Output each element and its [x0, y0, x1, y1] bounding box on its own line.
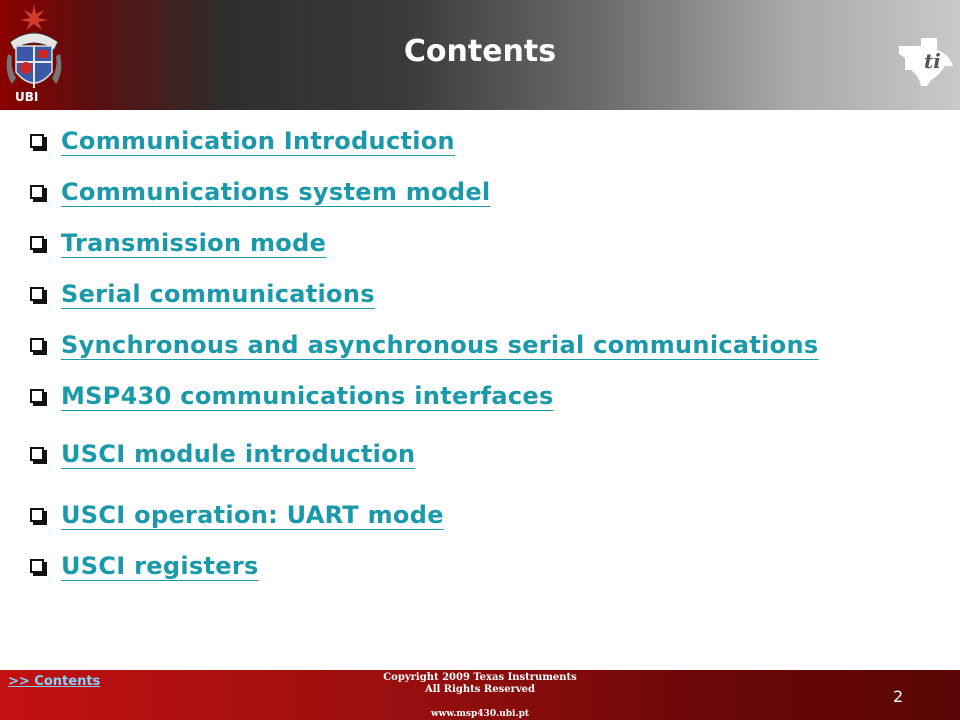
ubi-label: UBI	[15, 90, 39, 104]
contents-nav-link[interactable]: >> Contents	[8, 674, 101, 689]
contents-link-usci-uart-mode[interactable]: USCI operation: UART mode	[61, 501, 444, 529]
copyright-line-2: All Rights Reserved	[424, 684, 536, 695]
contents-link-usci-introduction[interactable]: USCI module introduction	[61, 440, 416, 468]
site-url: www.msp430.ubi.pt	[430, 709, 530, 719]
list-item	[30, 226, 326, 260]
checkbox-bullet-icon	[30, 559, 44, 573]
contents-link-serial-communications[interactable]: Serial communications	[61, 280, 375, 308]
contents-link-usci-registers[interactable]: USCI registers	[61, 552, 259, 580]
list-item	[30, 379, 554, 413]
page-number: 2	[893, 687, 904, 706]
texas-instruments-icon	[897, 36, 955, 88]
checkbox-bullet-icon	[30, 389, 44, 403]
contents-link-communications-system-model[interactable]: Communications system model	[61, 178, 491, 206]
contents-link-msp430-interfaces[interactable]: MSP430 communications interfaces	[61, 382, 554, 410]
slide-footer	[0, 670, 960, 720]
contents-link-sync-async-serial[interactable]: Synchronous and asynchronous serial communications	[61, 331, 819, 359]
page-title: Contents	[403, 34, 557, 69]
copyright-line-1: Copyright 2009 Texas Instruments	[383, 672, 577, 683]
list-item	[30, 175, 490, 209]
checkbox-bullet-icon	[30, 447, 44, 461]
list-item	[30, 124, 455, 158]
slide-header	[0, 0, 960, 110]
list-item	[30, 498, 444, 532]
list-item	[30, 437, 415, 471]
checkbox-bullet-icon	[30, 287, 44, 301]
svg-text:ti: ti	[924, 49, 941, 73]
contents-link-transmission-mode[interactable]: Transmission mode	[61, 229, 327, 257]
list-item	[30, 328, 818, 362]
list-item	[30, 549, 259, 583]
list-item	[30, 277, 375, 311]
checkbox-bullet-icon	[30, 338, 44, 352]
checkbox-bullet-icon	[30, 185, 44, 199]
copyright-notice	[0, 672, 960, 696]
checkbox-bullet-icon	[30, 134, 44, 148]
checkbox-bullet-icon	[30, 236, 44, 250]
checkbox-bullet-icon	[30, 508, 44, 522]
contents-link-communication-introduction[interactable]: Communication Introduction	[61, 127, 455, 155]
